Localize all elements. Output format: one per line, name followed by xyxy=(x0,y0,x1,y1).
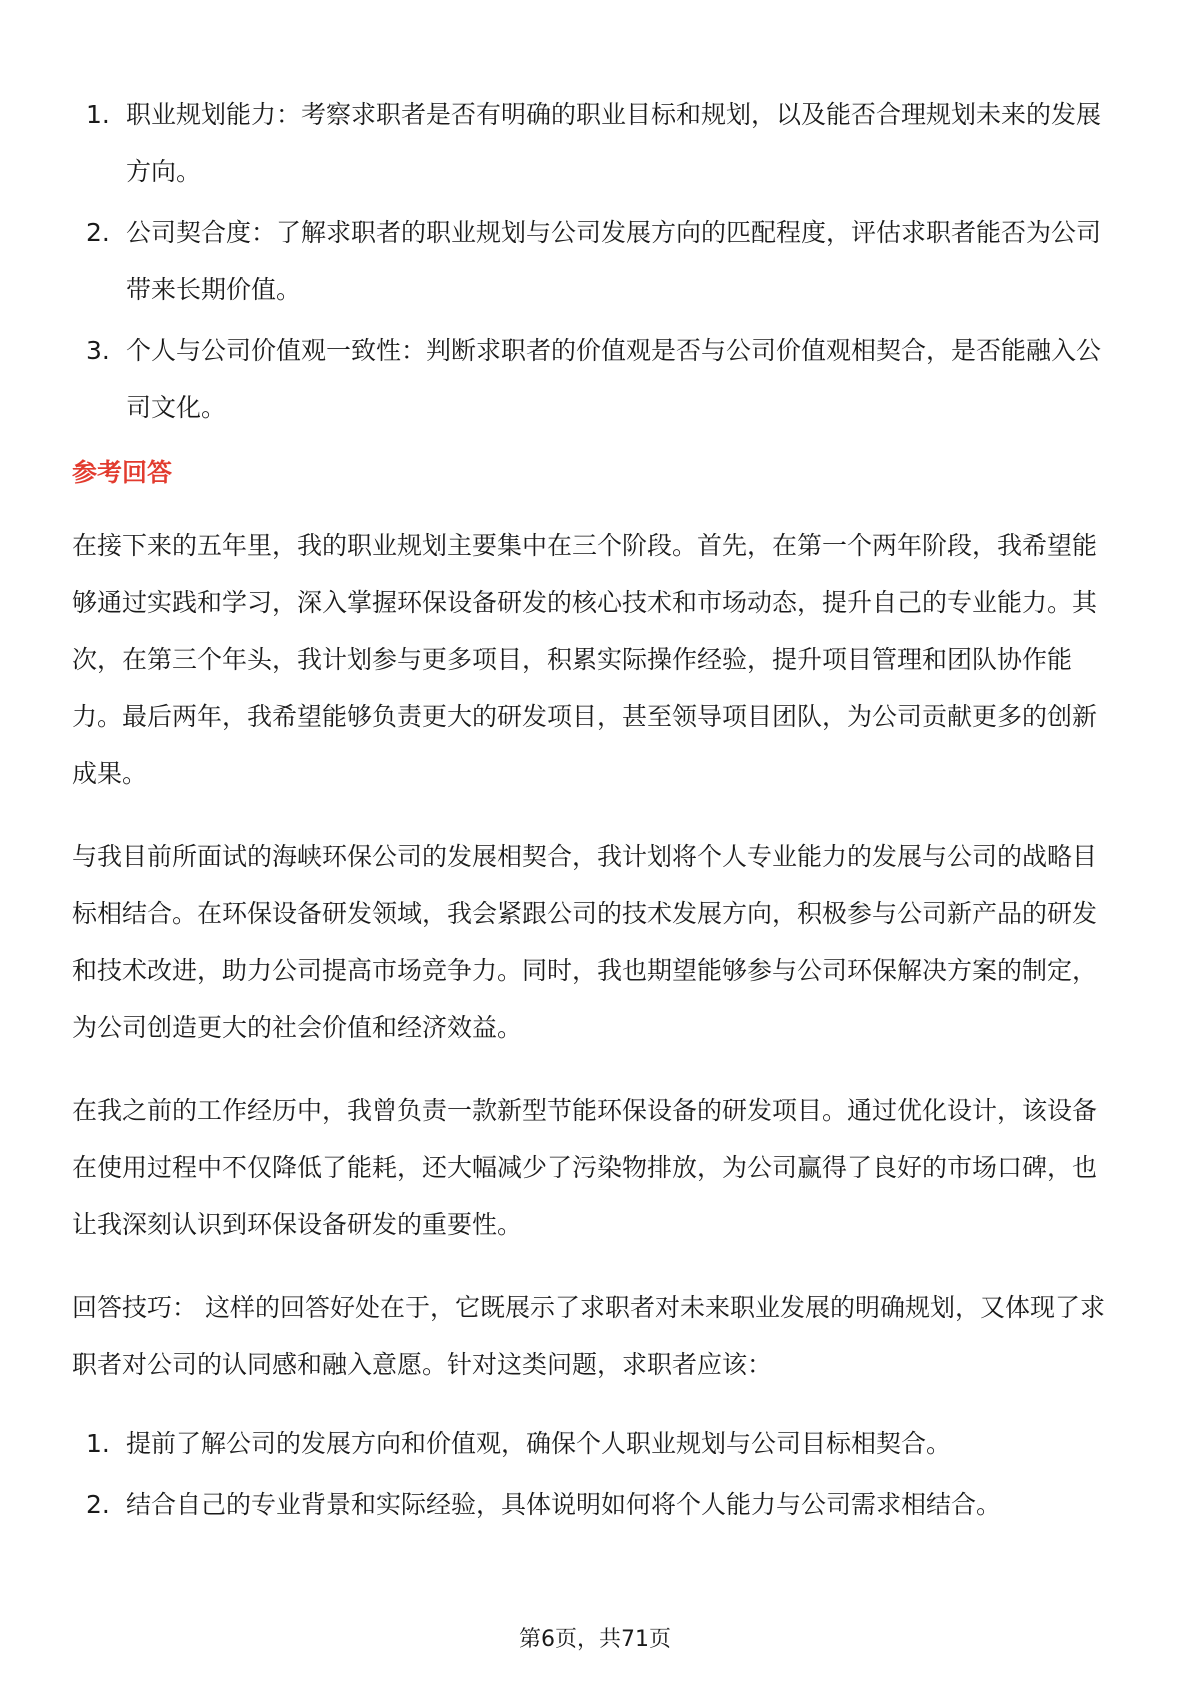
list-item-text: 个人与公司价值观一致性：判断求职者的价值观是否与公司价值观相契合，是否能融入公司文化。 xyxy=(126,336,1102,422)
list-item-text: 公司契合度：了解求职者的职业规划与公司发展方向的匹配程度，评估求职者能否为公司带来长期价值。 xyxy=(126,218,1102,304)
page-footer: 第6页，共71页 xyxy=(519,1627,671,1652)
list-item xyxy=(72,322,1118,436)
answer-paragraph: 在我之前的工作经历中，我曾负责一款新型节能环保设备的研发项目。通过优化设计，该设备在使用过程中不仅降低了能耗，还大幅减少了污染物排放，为公司赢得了良好的市场口碑，也让我深刻认识到环保设备研发的重要性。 xyxy=(72,1096,1098,1239)
list-number: 2. xyxy=(86,218,110,247)
list-item xyxy=(72,1415,1118,1472)
list-item-text: 结合自己的专业背景和实际经验，具体说明如何将个人能力与公司需求相结合。 xyxy=(126,1490,1002,1519)
page-content xyxy=(72,86,1118,1537)
list-number: 1. xyxy=(86,1429,110,1458)
criteria-list xyxy=(72,86,1118,436)
list-number: 1. xyxy=(86,100,110,129)
list-item-text: 职业规划能力：考察求职者是否有明确的职业目标和规划，以及能否合理规划未来的发展方向。 xyxy=(126,100,1102,186)
reference-answer-heading: 参考回答 xyxy=(72,458,173,487)
list-item xyxy=(72,204,1118,318)
tips-list xyxy=(72,1415,1118,1533)
tips-intro: 回答技巧： 这样的回答好处在于，它既展示了求职者对未来职业发展的明确规划，又体现了求职者对公司的认同感和融入意愿。针对这类问题，求职者应该： xyxy=(72,1293,1105,1379)
list-number: 2. xyxy=(86,1490,110,1519)
list-item xyxy=(72,86,1118,200)
list-item-text: 提前了解公司的发展方向和价值观，确保个人职业规划与公司目标相契合。 xyxy=(126,1429,952,1458)
list-number: 3. xyxy=(86,336,110,365)
answer-paragraph: 与我目前所面试的海峡环保公司的发展相契合，我计划将个人专业能力的发展与公司的战略目标相结合。在环保设备研发领域，我会紧跟公司的技术发展方向，积极参与公司新产品的研发和技术改进，助力公司提高市场竞争力。同时，我也期望能够参与公司环保解决方案的制定，为公司创造更大的社会价值和经济效益。 xyxy=(72,842,1098,1042)
list-item xyxy=(72,1476,1118,1533)
answer-paragraph: 在接下来的五年里，我的职业规划主要集中在三个阶段。首先，在第一个两年阶段，我希望能够通过实践和学习，深入掌握环保设备研发的核心技术和市场动态，提升自己的专业能力。其次，在第三个年头，我计划参与更多项目，积累实际操作经验，提升项目管理和团队协作能力。最后两年，我希望能够负责更大的研发项目，甚至领导项目团队，为公司贡献更多的创新成果。 xyxy=(72,531,1098,788)
